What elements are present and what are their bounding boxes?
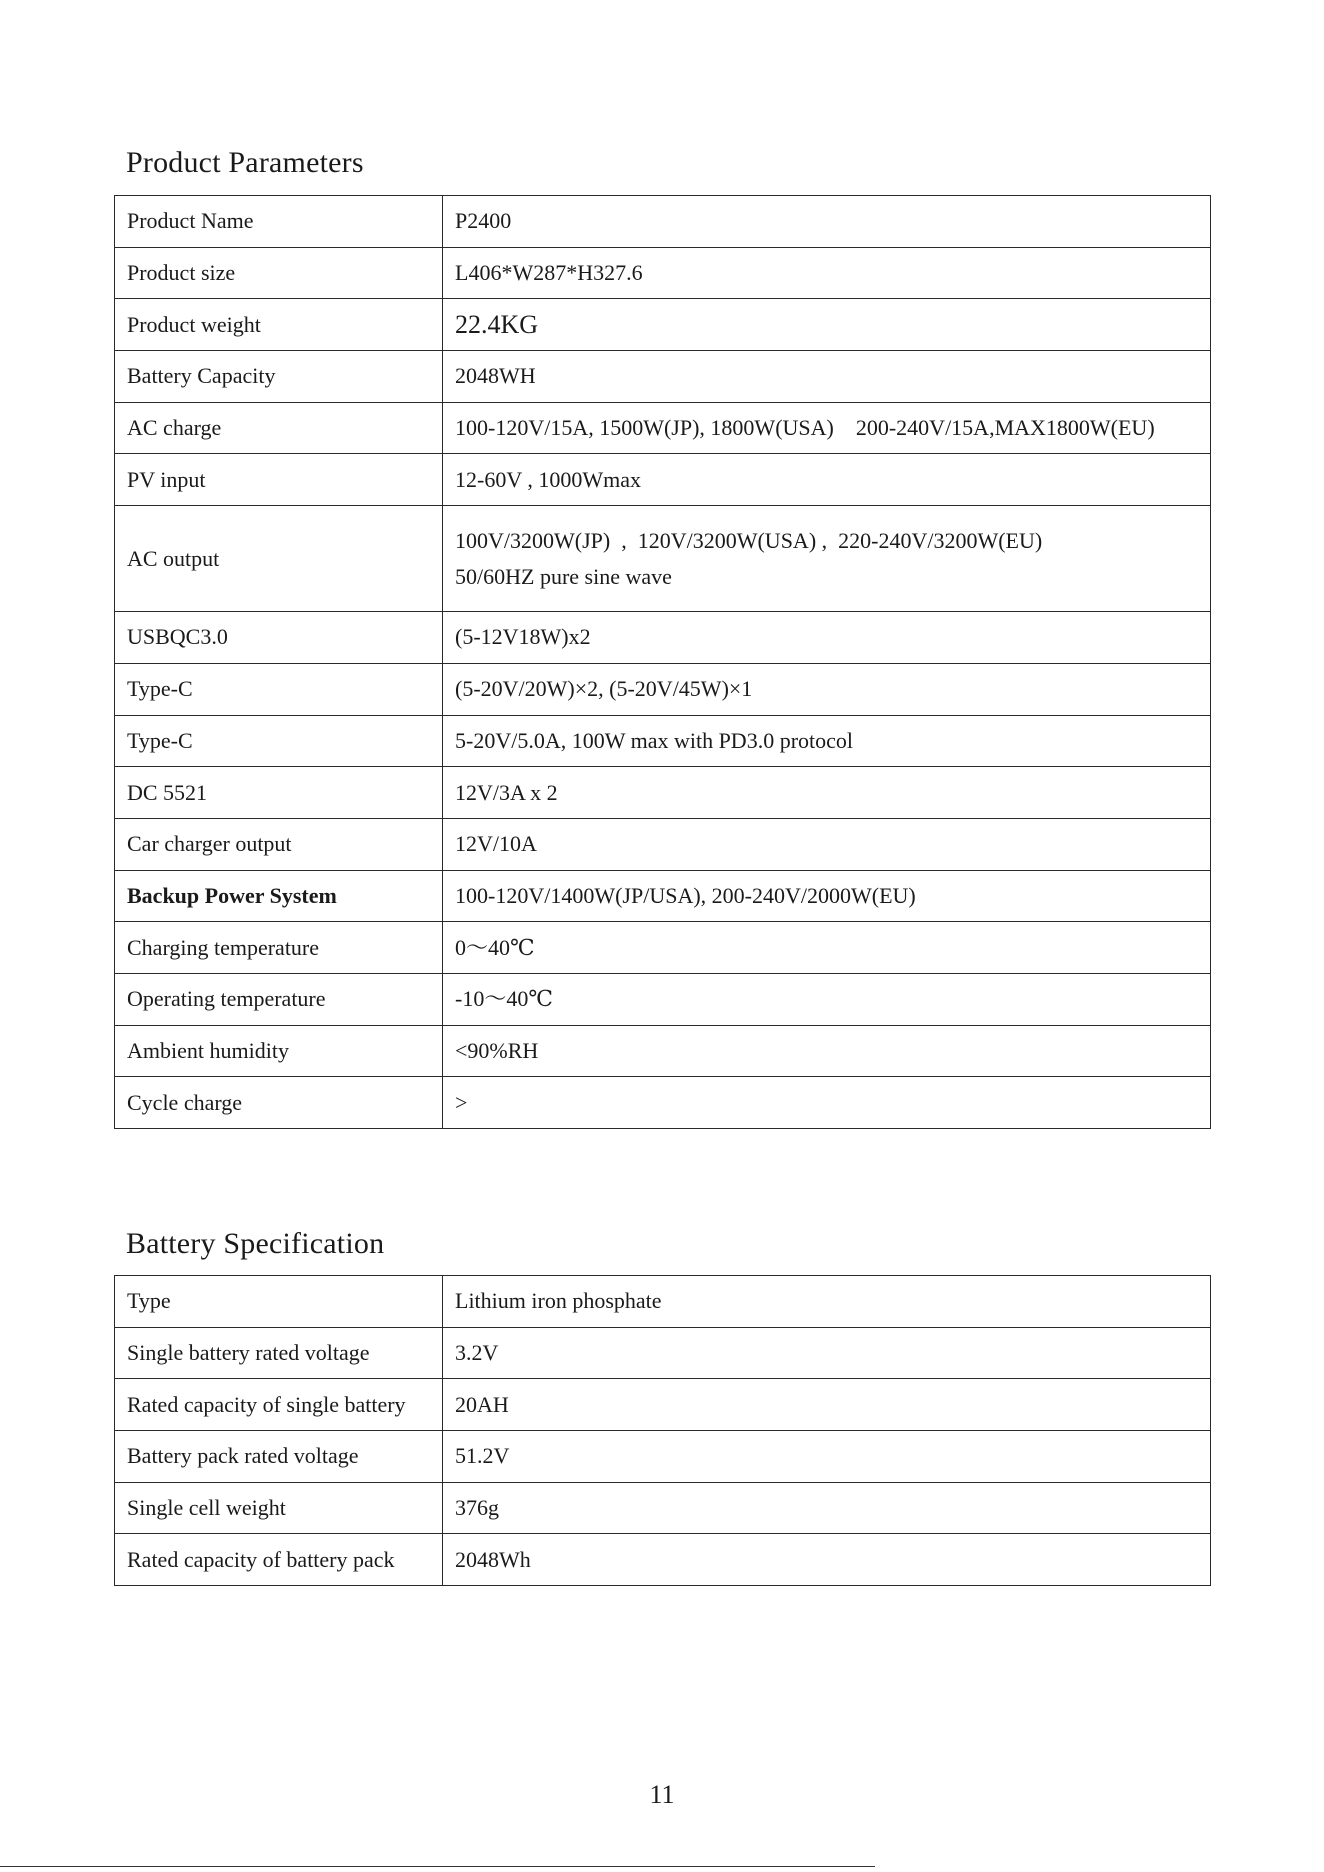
param-value: 5-20V/5.0A, 100W max with PD3.0 protocol xyxy=(443,715,1211,767)
table-row xyxy=(115,1379,1211,1431)
product-parameters-table xyxy=(114,195,1211,1129)
table-row xyxy=(115,351,1211,403)
param-value: 100-120V/1400W(JP/USA), 200-240V/2000W(EU) xyxy=(443,870,1211,922)
param-value: 12V/10A xyxy=(443,818,1211,870)
table-row xyxy=(115,1534,1211,1586)
param-value-multiline xyxy=(443,506,1211,612)
table-row xyxy=(115,1327,1211,1379)
param-label: Product weight xyxy=(115,299,443,351)
spec-value: 20AH xyxy=(443,1379,1211,1431)
param-label: DC 5521 xyxy=(115,767,443,819)
table-row xyxy=(115,612,1211,664)
param-label: Type-C xyxy=(115,663,443,715)
param-value: P2400 xyxy=(443,196,1211,248)
spec-value: 3.2V xyxy=(443,1327,1211,1379)
param-value: 0～40℃ xyxy=(443,922,1211,974)
table-row xyxy=(115,1025,1211,1077)
spec-label: Rated capacity of battery pack xyxy=(115,1534,443,1586)
param-value: (5-20V/20W)×2, (5-20V/45W)×1 xyxy=(443,663,1211,715)
param-value: 12-60V , 1000Wmax xyxy=(443,454,1211,506)
spec-label: Single cell weight xyxy=(115,1482,443,1534)
param-value-line-1: 100V/3200W(JP) , 120V/3200W(USA) , 220-240V/3200W(EU) xyxy=(455,527,1043,553)
param-value: (5-12V18W)x2 xyxy=(443,612,1211,664)
table-row xyxy=(115,506,1211,612)
param-label: Car charger output xyxy=(115,818,443,870)
battery-specification-table xyxy=(114,1275,1211,1586)
param-value: 22.4KG xyxy=(443,299,1211,351)
param-label: Product size xyxy=(115,247,443,299)
battery-specification-title: Battery Specification xyxy=(126,1227,385,1260)
param-label: AC charge xyxy=(115,402,443,454)
param-label: PV input xyxy=(115,454,443,506)
param-value: 100-120V/15A, 1500W(JP), 1800W(USA) 200-240V/15A,MAX1800W(EU) xyxy=(443,402,1211,454)
param-value: 12V/3A x 2 xyxy=(443,767,1211,819)
table-row xyxy=(115,922,1211,974)
spec-value: Lithium iron phosphate xyxy=(443,1276,1211,1328)
product-parameters-title: Product Parameters xyxy=(126,146,364,179)
table-row xyxy=(115,1276,1211,1328)
bottom-divider xyxy=(0,1866,875,1867)
spec-value: 2048Wh xyxy=(443,1534,1211,1586)
table-row xyxy=(115,663,1211,715)
param-label: Type-C xyxy=(115,715,443,767)
page-number: 11 xyxy=(649,1780,675,1809)
table-row xyxy=(115,818,1211,870)
spec-label: Type xyxy=(115,1276,443,1328)
table-row xyxy=(115,1077,1211,1129)
table-row xyxy=(115,402,1211,454)
param-value: L406*W287*H327.6 xyxy=(443,247,1211,299)
spec-value: 376g xyxy=(443,1482,1211,1534)
param-label: Product Name xyxy=(115,196,443,248)
table-row xyxy=(115,715,1211,767)
param-value: 2048WH xyxy=(443,351,1211,403)
param-label: USBQC3.0 xyxy=(115,612,443,664)
param-label: Battery Capacity xyxy=(115,351,443,403)
table-row xyxy=(115,247,1211,299)
param-label: AC output xyxy=(115,506,443,612)
spec-label: Rated capacity of single battery xyxy=(115,1379,443,1431)
table-row xyxy=(115,870,1211,922)
param-value: > xyxy=(443,1077,1211,1129)
param-label: Operating temperature xyxy=(115,973,443,1025)
table-row xyxy=(115,973,1211,1025)
param-value-line-2: 50/60HZ pure sine wave xyxy=(455,563,672,589)
param-value: <90%RH xyxy=(443,1025,1211,1077)
table-row xyxy=(115,767,1211,819)
table-row xyxy=(115,454,1211,506)
spec-label: Battery pack rated voltage xyxy=(115,1431,443,1483)
param-label: Ambient humidity xyxy=(115,1025,443,1077)
spec-label: Single battery rated voltage xyxy=(115,1327,443,1379)
param-value: -10～40℃ xyxy=(443,973,1211,1025)
spec-value: 51.2V xyxy=(443,1431,1211,1483)
table-row xyxy=(115,1431,1211,1483)
table-row xyxy=(115,196,1211,248)
param-label: Backup Power System xyxy=(115,870,443,922)
param-label: Charging temperature xyxy=(115,922,443,974)
table-row xyxy=(115,299,1211,351)
table-row xyxy=(115,1482,1211,1534)
param-label: Cycle charge xyxy=(115,1077,443,1129)
